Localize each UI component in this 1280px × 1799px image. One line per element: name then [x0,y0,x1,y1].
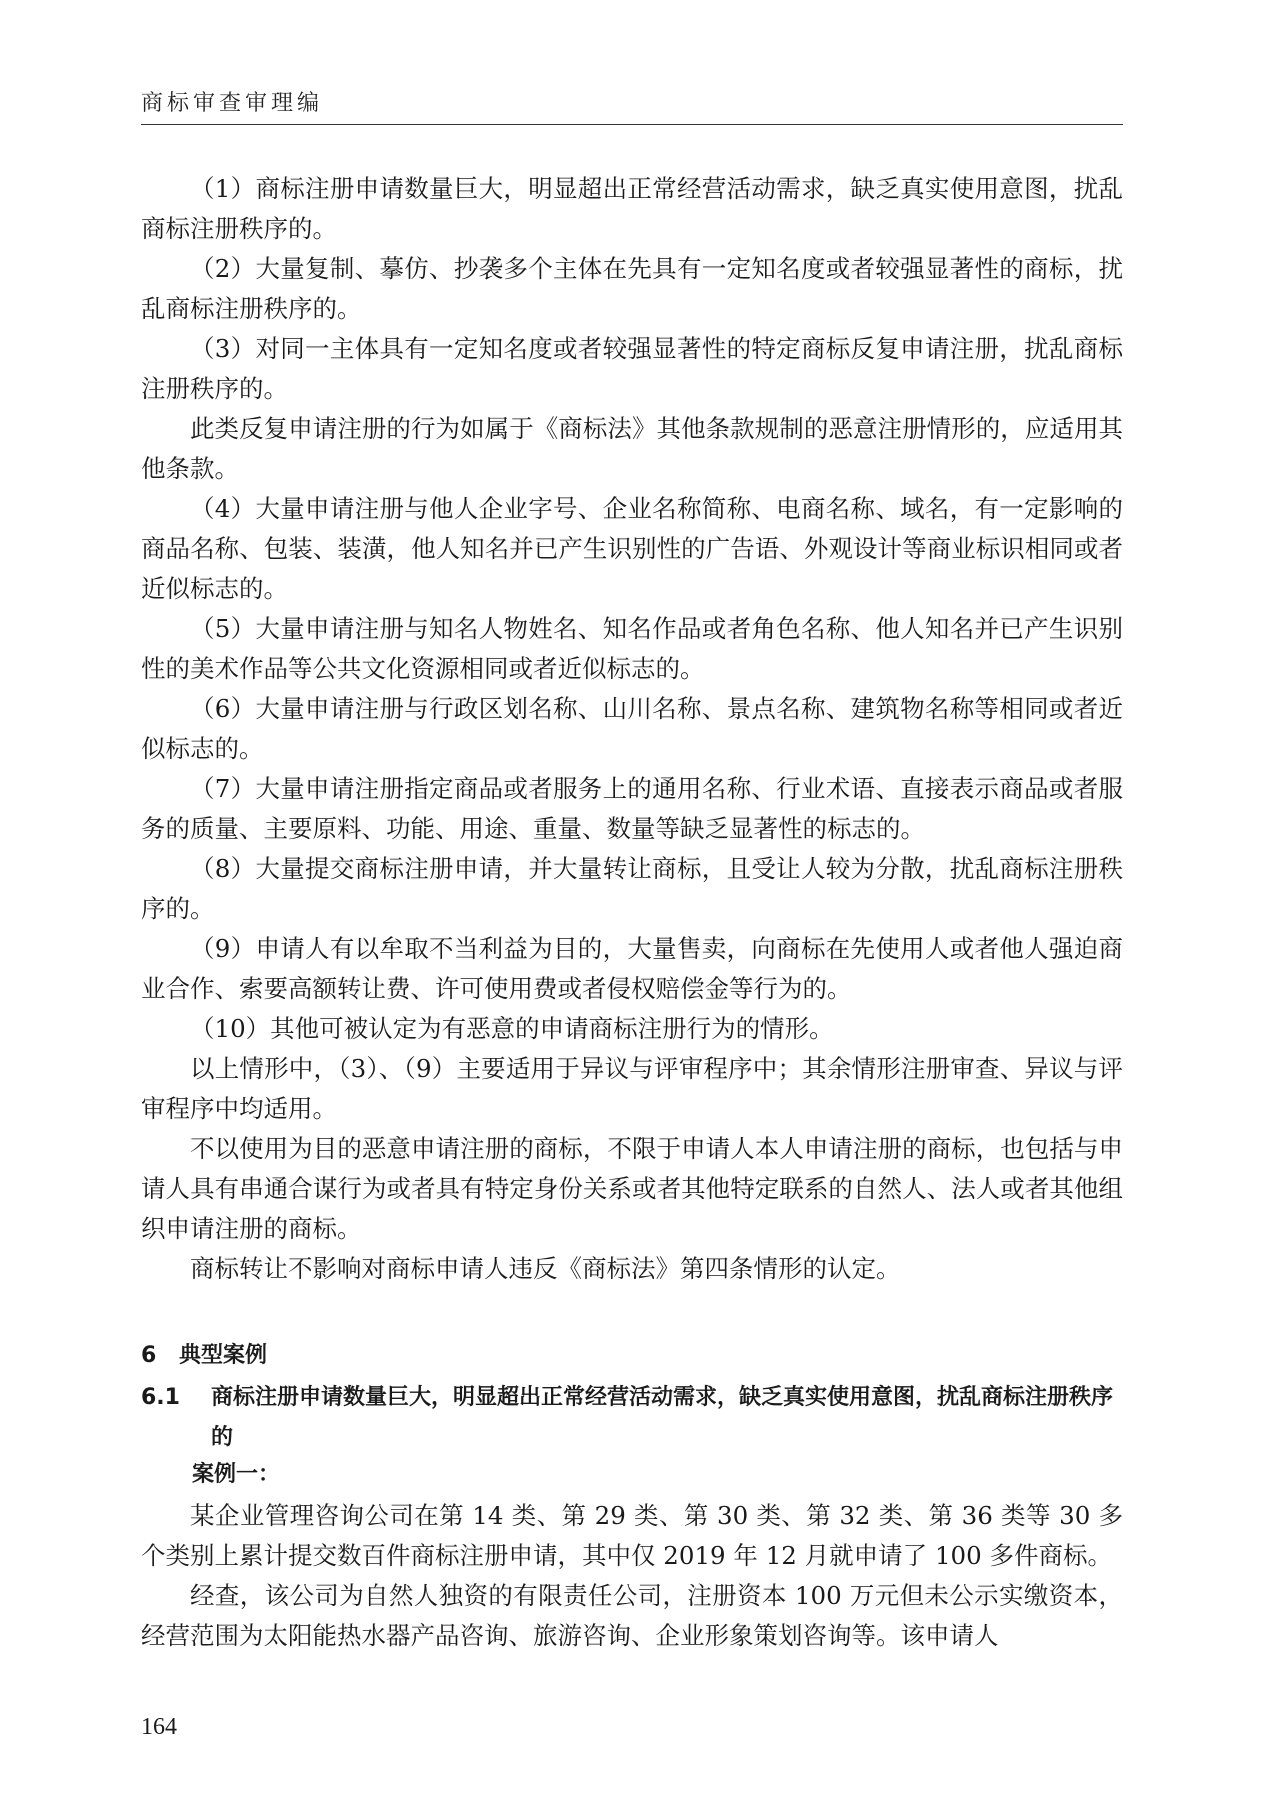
header-rule [141,124,1123,125]
paragraph: （3）对同一主体具有一定知名度或者较强显著性的特定商标反复申请注册，扰乱商标注册秩序的。 [141,334,1123,403]
paragraph: （7）大量申请注册指定商品或者服务上的通用名称、行业术语、直接表示商品或者服务的质量、主要原料、功能、用途、重量、数量等缺乏显著性的标志的。 [141,774,1123,843]
paragraph: 某企业管理咨询公司在第 14 类、第 29 类、第 30 类、第 32 类、第 36 类等 30 多个类别上累计提交数百件商标注册申请，其中仅 2019 年 12 月就申请了 100 多件商标。 [141,1501,1123,1570]
section-title: 典型案例 [179,1343,268,1368]
case-label: 案例一： [192,1462,281,1487]
paragraph: （8）大量提交商标注册申请，并大量转让商标，且受让人较为分散，扰乱商标注册秩序的。 [141,854,1123,923]
page-number: 164 [141,1714,177,1740]
section-number: 6.1 [141,1385,180,1410]
paragraph: （6）大量申请注册与行政区划名称、山川名称、景点名称、建筑物名称等相同或者近似标志的。 [141,694,1123,763]
paragraph: 经查，该公司为自然人独资的有限责任公司，注册资本 100 万元但未公示实缴资本，经营范围为太阳能热水器产品咨询、旅游咨询、企业形象策划咨询等。该申请人 [141,1581,1123,1650]
section-heading-6-1 [141,1378,1123,1458]
paragraph: 此类反复申请注册的行为如属于《商标法》其他条款规制的恶意注册情形的，应适用其他条款。 [141,414,1123,483]
body-text [141,169,1123,1289]
paragraph: 不以使用为目的恶意申请注册的商标，不限于申请人本人申请注册的商标，也包括与申请人具有串通合谋行为或者具有特定身份关系或者其他特定联系的自然人、法人或者其他组织申请注册的商标。 [141,1134,1123,1243]
section-title: 商标注册申请数量巨大，明显超出正常经营活动需求，缺乏真实使用意图，扰乱商标注册秩序的 [211,1385,1114,1450]
paragraph: （10）其他可被认定为有恶意的申请商标注册行为的情形。 [190,1014,834,1043]
paragraph: （2）大量复制、摹仿、抄袭多个主体在先具有一定知名度或者较强显著性的商标，扰乱商标注册秩序的。 [141,254,1123,323]
paragraph: （9）申请人有以牟取不当利益为目的，大量售卖，向商标在先使用人或者他人强迫商业合作、索要高额转让费、许可使用费或者侵权赔偿金等行为的。 [141,934,1123,1003]
paragraph: （5）大量申请注册与知名人物姓名、知名作品或者角色名称、他人知名并已产生识别性的美术作品等公共文化资源相同或者近似标志的。 [141,614,1123,683]
section-number: 6 [141,1343,157,1368]
paragraph: （1）商标注册申请数量巨大，明显超出正常经营活动需求，缺乏真实使用意图，扰乱商标注册秩序的。 [141,174,1123,243]
paragraph: 以上情形中，（3）、（9）主要适用于异议与评审程序中；其余情形注册审查、异议与评审程序中均适用。 [141,1054,1123,1123]
paragraph: （4）大量申请注册与他人企业字号、企业名称简称、电商名称、域名，有一定影响的商品名称、包装、装潢，他人知名并已产生识别性的广告语、外观设计等商业标识相同或者近似标志的。 [141,494,1123,603]
running-header: 商标审查审理编 [141,91,324,116]
section-heading-6 [141,1338,1123,1369]
paragraph: 商标转让不影响对商标申请人违反《商标法》第四条情形的认定。 [190,1254,901,1283]
case-body-text [141,1496,1123,1656]
